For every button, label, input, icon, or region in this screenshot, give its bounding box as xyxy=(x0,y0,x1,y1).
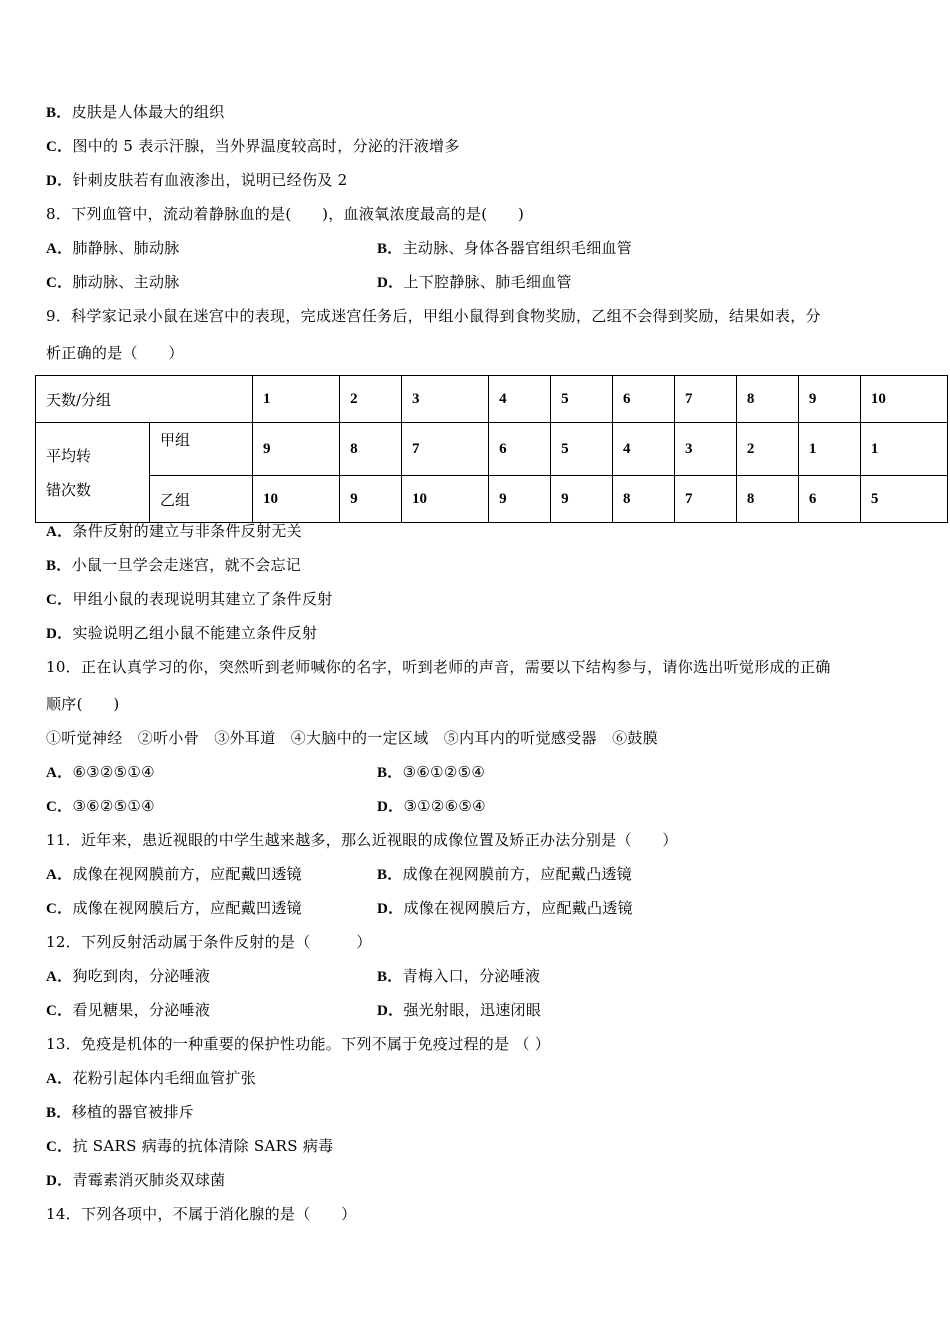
table-day-cell: 6 xyxy=(613,376,675,423)
table-day-cell: 5 xyxy=(551,376,613,423)
table-row-group-b xyxy=(36,476,948,523)
q7-option-c: C．图中的 5 表示汗腺，当外界温度较高时，分泌的汗液增多 xyxy=(46,137,460,155)
q10-items: ①听觉神经 ②听小骨 ③外耳道 ④大脑中的一定区域 ⑤内耳内的听觉感受器 ⑥鼓膜 xyxy=(46,729,659,747)
q7-option-d: D．针刺皮肤若有血液渗出，说明已经伤及 2 xyxy=(46,171,348,189)
group-a-label: 甲组 xyxy=(150,423,253,476)
q13-option-c: C．抗 SARS 病毒的抗体清除 SARS 病毒 xyxy=(46,1137,334,1155)
q7-option-b: B．皮肤是人体最大的组织 xyxy=(46,103,225,121)
group-b-label: 乙组 xyxy=(150,476,253,523)
table-cell: 9 xyxy=(489,476,551,523)
table-cell: 8 xyxy=(613,476,675,523)
q13-stem: 13．免疫是机体的一种重要的保护性功能。下列不属于免疫过程的是 （ ） xyxy=(46,1035,551,1053)
table-cell: 10 xyxy=(402,476,489,523)
table-row-group-a xyxy=(36,423,948,476)
q13-option-a: A．花粉引起体内毛细血管扩张 xyxy=(46,1069,257,1087)
q12-stem: 12．下列反射活动属于条件反射的是（ ） xyxy=(46,933,372,951)
table-cell: 7 xyxy=(402,423,489,476)
table-header-row xyxy=(36,376,948,423)
table-cell: 6 xyxy=(489,423,551,476)
table-cell: 5 xyxy=(860,476,947,523)
table-cell: 5 xyxy=(551,423,613,476)
q13-option-b: B．移植的器官被排斥 xyxy=(46,1103,195,1121)
q8-stem: 8．下列血管中，流动着静脉血的是( )，血液氧浓度最高的是( ) xyxy=(46,205,525,223)
table-cell: 2 xyxy=(736,423,798,476)
q12-option-b: B．青梅入口，分泌唾液 xyxy=(377,967,541,985)
table-day-cell: 7 xyxy=(674,376,736,423)
q10-stem-line2: 顺序( ) xyxy=(46,695,120,713)
q10-option-d: D．③①②⑥⑤④ xyxy=(377,797,486,815)
q9-option-b: B．小鼠一旦学会走迷宫，就不会忘记 xyxy=(46,556,302,574)
q8-option-c: C．肺动脉、主动脉 xyxy=(46,273,180,291)
table-cell: 4 xyxy=(613,423,675,476)
q11-option-b: B．成像在视网膜前方，应配戴凸透镜 xyxy=(377,865,633,883)
table-cell: 7 xyxy=(674,476,736,523)
q10-option-a: A．⑥③②⑤①④ xyxy=(46,763,155,781)
q10-stem-line1: 10．正在认真学习的你，突然听到老师喊你的名字，听到老师的声音，需要以下结构参与，请你选出听觉形成的正确 xyxy=(46,658,831,676)
q11-stem: 11．近年来，患近视眼的中学生越来越多，那么近视眼的成像位置及矫正办法分别是（ ） xyxy=(46,831,678,849)
table-row-label: 平均转 错次数 xyxy=(36,423,150,523)
q9-option-d: D．实验说明乙组小鼠不能建立条件反射 xyxy=(46,624,318,642)
q8-option-a: A．肺静脉、肺动脉 xyxy=(46,239,180,257)
q11-option-d: D．成像在视网膜后方，应配戴凸透镜 xyxy=(377,899,633,917)
table-day-cell: 3 xyxy=(402,376,489,423)
q12-option-a: A．狗吃到肉，分泌唾液 xyxy=(46,967,211,985)
table-header-label: 天数/分组 xyxy=(36,376,253,423)
table-cell: 8 xyxy=(340,423,402,476)
table-day-cell: 9 xyxy=(798,376,860,423)
q13-option-d: D．青霉素消灭肺炎双球菌 xyxy=(46,1171,226,1189)
q11-option-a: A．成像在视网膜前方，应配戴凹透镜 xyxy=(46,865,302,883)
table-day-cell: 1 xyxy=(253,376,340,423)
q11-option-c: C．成像在视网膜后方，应配戴凹透镜 xyxy=(46,899,302,917)
table-day-cell: 8 xyxy=(736,376,798,423)
q9-stem-line1: 9．科学家记录小鼠在迷宫中的表现，完成迷宫任务后，甲组小鼠得到食物奖励，乙组不会得到奖励，结果如表，分 xyxy=(46,307,821,325)
table-cell: 1 xyxy=(798,423,860,476)
table-day-cell: 2 xyxy=(340,376,402,423)
q8-option-b: B．主动脉、身体各器官组织毛细血管 xyxy=(377,239,633,257)
q14-stem: 14．下列各项中，不属于消化腺的是（ ） xyxy=(46,1205,357,1223)
q12-option-c: C．看见糖果，分泌唾液 xyxy=(46,1001,211,1019)
q9-option-a: A．条件反射的建立与非条件反射无关 xyxy=(46,522,302,540)
q9-option-c: C．甲组小鼠的表现说明其建立了条件反射 xyxy=(46,590,333,608)
table-cell: 9 xyxy=(551,476,613,523)
q9-stem-line2: 析正确的是（ ） xyxy=(46,344,184,362)
q8-option-d: D．上下腔静脉、肺毛细血管 xyxy=(377,273,572,291)
table-cell: 3 xyxy=(674,423,736,476)
table-cell: 10 xyxy=(253,476,340,523)
table-cell: 8 xyxy=(736,476,798,523)
table-cell: 9 xyxy=(253,423,340,476)
table-cell: 6 xyxy=(798,476,860,523)
q12-option-d: D．强光射眼，迅速闭眼 xyxy=(377,1001,542,1019)
table-cell: 1 xyxy=(860,423,947,476)
table-day-cell: 4 xyxy=(489,376,551,423)
q9-data-table xyxy=(35,375,948,523)
q10-option-b: B．③⑥①②⑤④ xyxy=(377,763,486,781)
q10-option-c: C．③⑥②⑤①④ xyxy=(46,797,155,815)
table-cell: 9 xyxy=(340,476,402,523)
table-day-cell: 10 xyxy=(860,376,947,423)
